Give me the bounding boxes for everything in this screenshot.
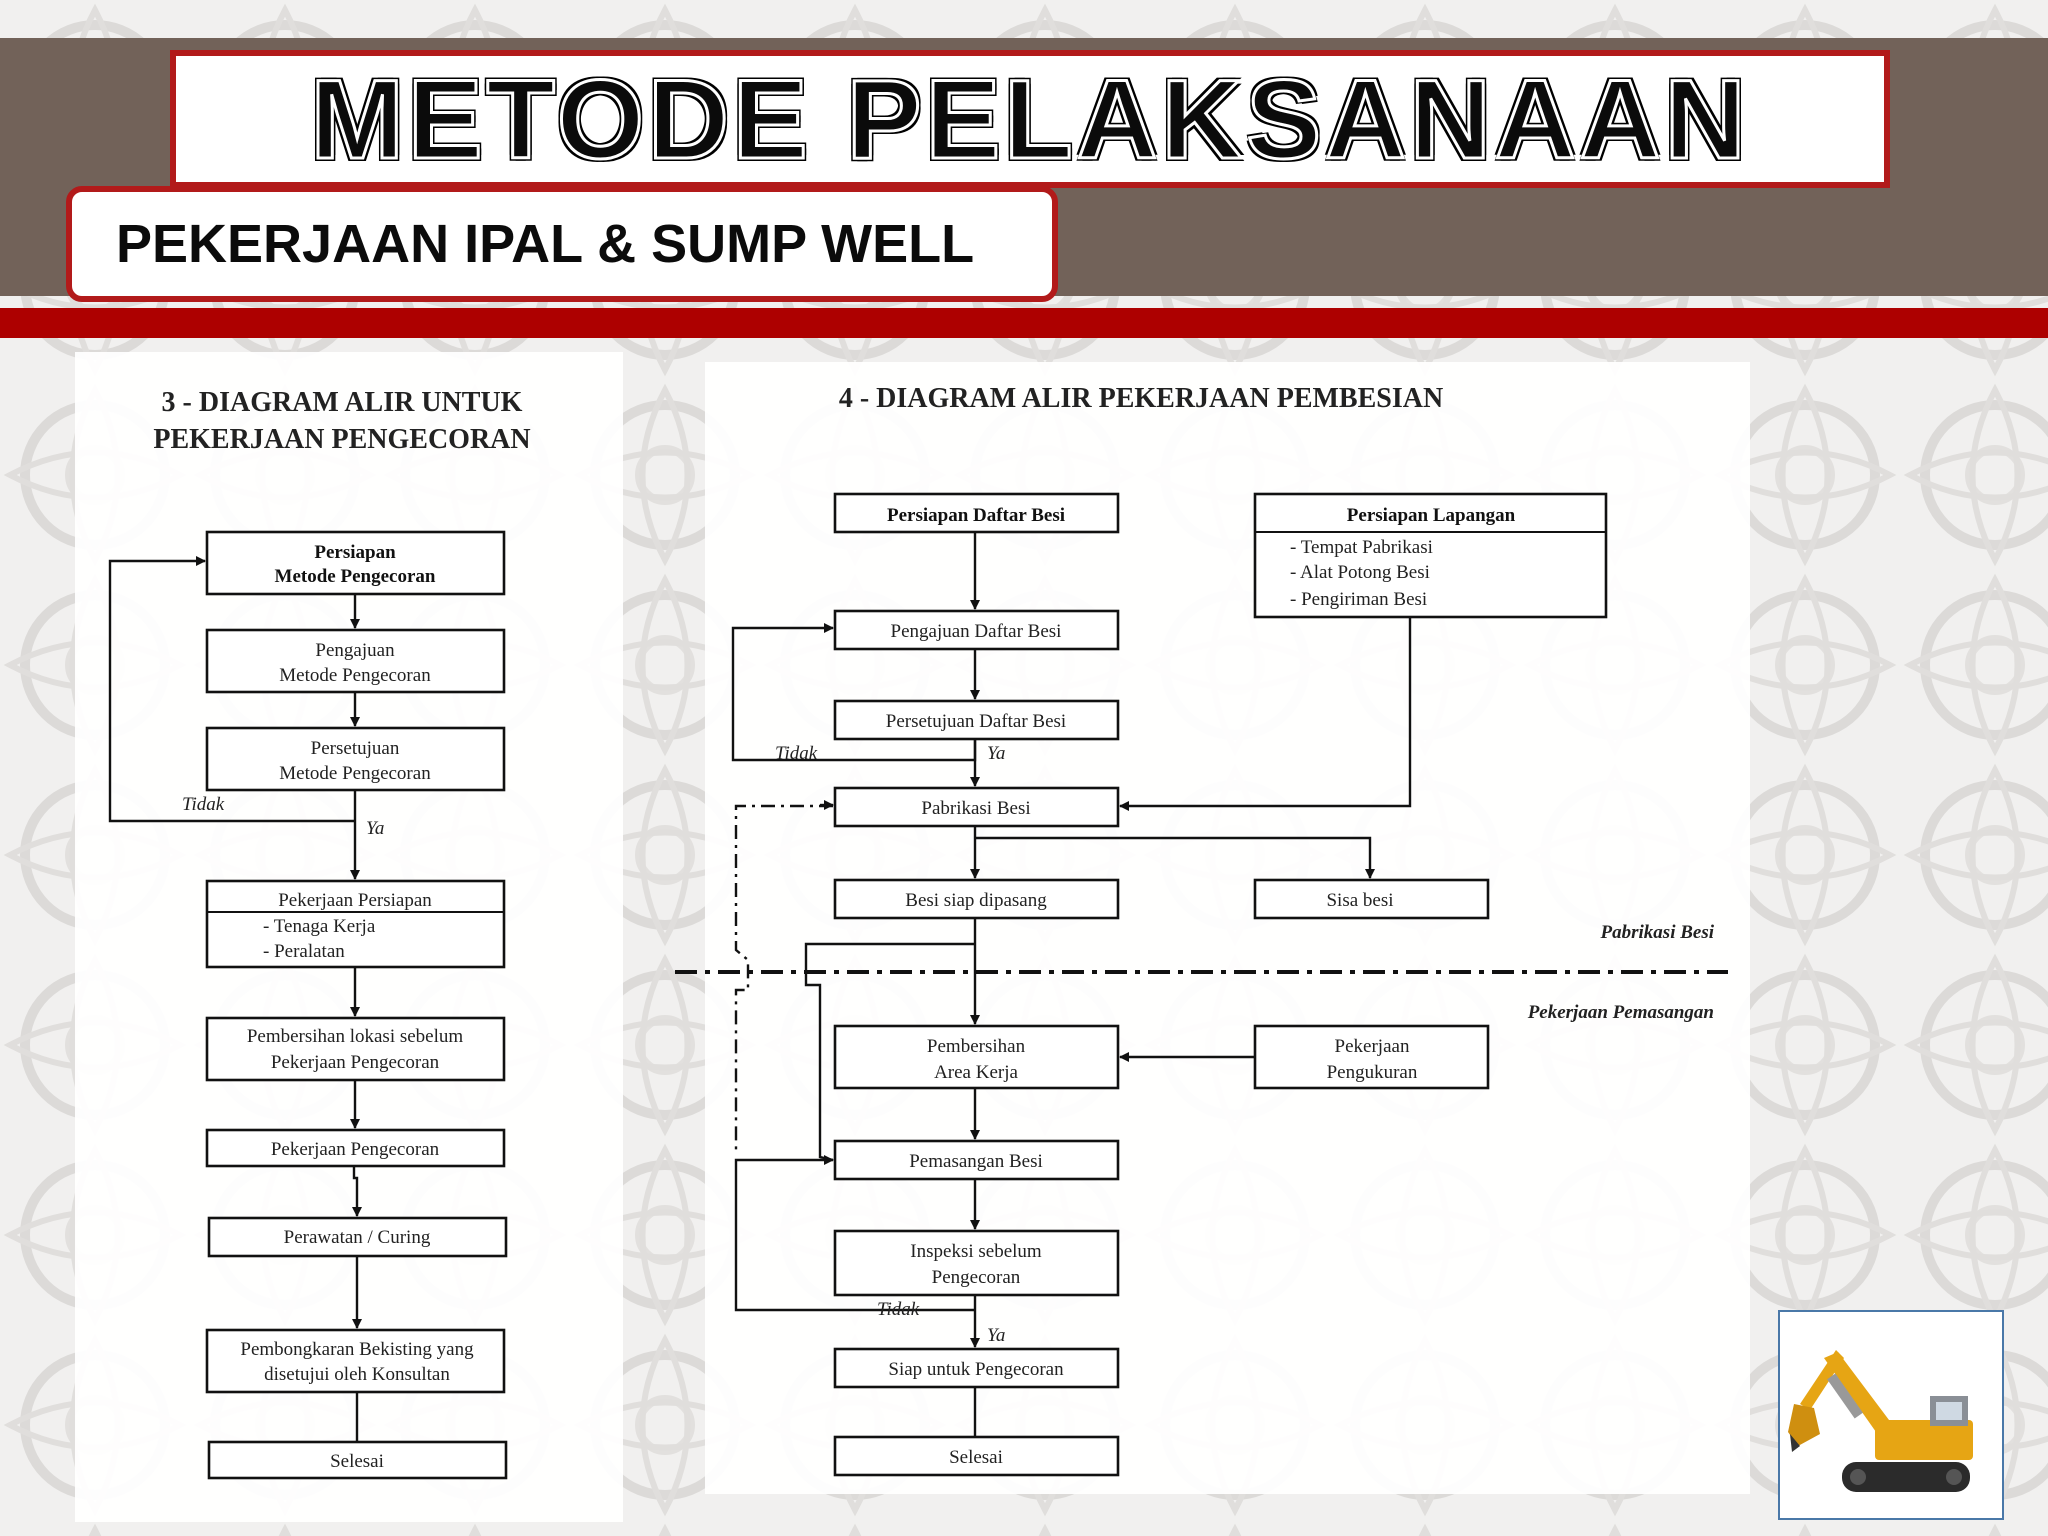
node-text: Pekerjaan Pengecoran [270, 1052, 440, 1073]
node-text: Sisa besi [1326, 890, 1394, 911]
node-pekerjaan-persiapan [207, 881, 504, 967]
node-text: Siap untuk Pengecoran [888, 1359, 1064, 1380]
node-text: Metode Pengecoran [274, 566, 436, 587]
node-text: Pekerjaan Persiapan [278, 890, 432, 911]
node-pengajuan-daftar-besi [835, 611, 1118, 649]
excavator-picture [1778, 1310, 2004, 1520]
label-tidak: Tidak [182, 794, 225, 815]
node-text: - Pengiriman Besi [1290, 589, 1428, 610]
node-pembongkaran-bekisting [207, 1330, 504, 1392]
left-heading-line2: PEKERJAAN PENGECORAN [153, 424, 531, 455]
label-ya-2: Ya [987, 1325, 1006, 1346]
node-siap-untuk-pengecoran [835, 1349, 1118, 1387]
node-besi-siap-dipasang [835, 880, 1118, 918]
zone-label-pabrikasi: Pabrikasi Besi [1600, 922, 1714, 943]
node-pembersihan-area-kerja [835, 1026, 1118, 1088]
page-title: METODE PELAKSANAAN [310, 56, 1750, 182]
node-persiapan-metode [207, 532, 504, 594]
node-text: Pekerjaan Pengecoran [270, 1139, 440, 1160]
node-text: - Tenaga Kerja [263, 916, 376, 937]
node-text: Metode Pengecoran [279, 665, 431, 686]
label-ya: Ya [366, 818, 385, 839]
label-tidak-2: Tidak [877, 1299, 920, 1320]
node-persetujuan-daftar-besi [835, 701, 1118, 739]
connector-lapangan-to-pabrikasi [1120, 617, 1410, 806]
node-text: Persiapan Lapangan [1346, 505, 1516, 526]
node-persiapan-daftar-besi [835, 494, 1118, 532]
node-pabrikasi-besi [835, 788, 1118, 826]
node-perawatan-curing [209, 1218, 506, 1256]
left-diagram [110, 387, 531, 1478]
excavator-icon [1780, 1312, 2002, 1518]
connector-to-sisa-besi [975, 838, 1370, 878]
label-ya-1: Ya [987, 743, 1006, 764]
node-text: disetujui oleh Konsultan [264, 1364, 450, 1385]
right-diagram [675, 383, 1728, 1475]
node-text: Pengukuran [1326, 1062, 1418, 1083]
node-text: Pemasangan Besi [909, 1151, 1043, 1172]
node-text: - Alat Potong Besi [1290, 562, 1430, 583]
connector [354, 1166, 357, 1216]
node-text: Persiapan [314, 542, 396, 563]
node-text: Persetujuan Daftar Besi [885, 711, 1067, 732]
node-text: Pengajuan [315, 640, 395, 661]
left-heading-line1: 3 - DIAGRAM ALIR UNTUK [161, 387, 523, 418]
node-text: - Tempat Pabrikasi [1290, 537, 1433, 558]
dashdot-return-to-pabrikasi [736, 806, 833, 1150]
node-persetujuan-metode [207, 728, 504, 790]
node-text: Besi siap dipasang [905, 890, 1047, 911]
node-text: Persiapan Daftar Besi [886, 505, 1066, 526]
node-text: Selesai [330, 1451, 384, 1472]
node-text: Persetujuan [310, 738, 400, 759]
node-pekerjaan-pengecoran [207, 1130, 504, 1166]
node-text: - Peralatan [263, 941, 345, 962]
node-sisa-besi [1255, 880, 1488, 918]
node-pekerjaan-pengukuran [1255, 1026, 1488, 1088]
node-pembersihan-lokasi [207, 1018, 504, 1080]
page-subtitle: PEKERJAAN IPAL & SUMP WELL [116, 214, 975, 274]
node-text: Inspeksi sebelum [910, 1241, 1042, 1262]
zone-label-pemasangan: Pekerjaan Pemasangan [1527, 1002, 1714, 1023]
node-text: Pembersihan [926, 1036, 1026, 1057]
node-text: Pabrikasi Besi [921, 798, 1031, 819]
node-text: Metode Pengecoran [279, 763, 431, 784]
node-text: Pembongkaran Bekisting yang [240, 1339, 474, 1360]
node-selesai-left [209, 1442, 506, 1478]
node-text: Pengecoran [931, 1267, 1021, 1288]
node-persiapan-lapangan [1255, 494, 1606, 617]
node-text: Area Kerja [934, 1062, 1018, 1083]
node-inspeksi-sebelum-pengecoran [835, 1231, 1118, 1295]
right-heading: 4 - DIAGRAM ALIR PEKERJAAN PEMBESIAN [838, 383, 1444, 414]
node-pemasangan-besi [835, 1141, 1118, 1179]
label-tidak-1: Tidak [775, 743, 818, 764]
node-pengajuan-metode [207, 630, 504, 692]
node-text: Pengajuan Daftar Besi [890, 621, 1062, 642]
node-selesai-right [835, 1437, 1118, 1475]
node-text: Selesai [949, 1447, 1003, 1468]
node-text: Pembersihan lokasi sebelum [246, 1026, 464, 1047]
node-text: Pekerjaan [1334, 1036, 1410, 1057]
node-text: Perawatan / Curing [283, 1227, 431, 1248]
